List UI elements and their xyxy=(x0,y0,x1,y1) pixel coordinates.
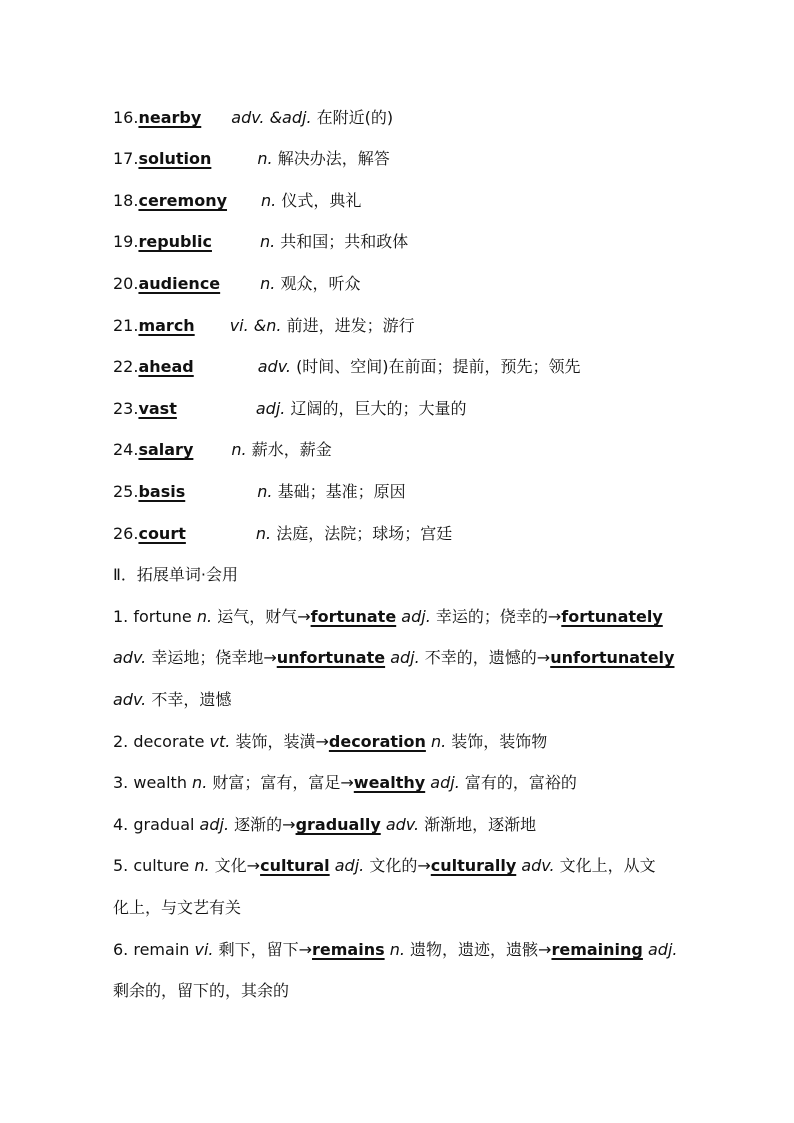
answer-word: unfortunate xyxy=(276,648,386,667)
part-of-speech: adj. xyxy=(390,648,420,667)
item-number: 22. xyxy=(113,357,139,376)
part-of-speech: adv. xyxy=(385,815,420,834)
item-number: 16. xyxy=(113,108,139,127)
item-number: 4. xyxy=(113,815,129,834)
extend-item-cont xyxy=(113,689,231,711)
part-of-speech: adj. xyxy=(255,399,286,418)
item-number: 1. xyxy=(113,607,129,626)
part-of-speech: adj. xyxy=(647,940,678,959)
extend-item-cont xyxy=(113,897,241,919)
part-of-speech: adv. &adj. xyxy=(231,108,312,127)
part-of-speech: n. xyxy=(192,773,208,792)
extend-item xyxy=(113,772,577,794)
answer-word: wealthy xyxy=(353,773,426,792)
vocab-word: audience xyxy=(138,274,221,293)
meaning: 观众，听众 xyxy=(280,274,361,293)
part-of-speech: adv. xyxy=(113,690,147,709)
meaning: 不幸，遗憾 xyxy=(151,690,232,709)
meaning: 不幸的，遗憾的→ xyxy=(424,648,551,667)
vocab-item xyxy=(113,107,393,129)
meaning: 富有的，富裕的 xyxy=(464,773,577,792)
part-of-speech: n. xyxy=(430,732,447,751)
base-word: decorate xyxy=(133,732,205,751)
item-number: 26. xyxy=(113,524,139,543)
part-of-speech: adv. xyxy=(521,856,555,875)
item-number: 23. xyxy=(113,399,139,418)
extend-item xyxy=(113,731,547,753)
answer-word: fortunately xyxy=(561,607,663,626)
meaning: 文化的→ xyxy=(369,856,431,875)
vocab-item xyxy=(113,273,361,295)
meaning: 幸运地；侥幸地→ xyxy=(151,648,277,667)
base-word: culture xyxy=(133,856,190,875)
vocab-item xyxy=(113,315,415,337)
vocab-word: ceremony xyxy=(138,191,228,210)
vocab-word: vast xyxy=(138,399,177,418)
vocab-word: ahead xyxy=(138,357,194,376)
vocab-word: solution xyxy=(138,149,212,168)
meaning: 剩下，留下→ xyxy=(218,940,313,959)
item-number: 19. xyxy=(113,232,139,251)
part-of-speech: n. xyxy=(196,607,213,626)
base-word: remain xyxy=(133,940,190,959)
part-of-speech: n. xyxy=(257,149,273,168)
vocab-item xyxy=(113,481,406,503)
vocab-word: nearby xyxy=(138,108,202,127)
vocab-word: court xyxy=(138,524,186,543)
vocab-item xyxy=(113,231,408,253)
meaning: 前进，进发；游行 xyxy=(286,316,415,335)
meaning: 遗物，遗迹，遗骸→ xyxy=(410,940,552,959)
answer-word: gradually xyxy=(295,815,381,834)
item-number: 24. xyxy=(113,440,139,459)
vocab-item xyxy=(113,148,390,170)
meaning: 渐渐地，逐渐地 xyxy=(424,815,537,834)
answer-word: decoration xyxy=(328,732,426,751)
part-of-speech: n. xyxy=(259,232,276,251)
base-word: fortune xyxy=(133,607,192,626)
meaning: 在附近(的) xyxy=(316,108,394,127)
meaning: 化上，与文艺有关 xyxy=(113,898,242,917)
part-of-speech: n. xyxy=(231,440,247,459)
part-of-speech: vi. xyxy=(194,940,214,959)
part-of-speech: n. xyxy=(261,191,277,210)
extend-item xyxy=(113,855,656,877)
part-of-speech: n. xyxy=(260,274,276,293)
meaning: 运气，财气→ xyxy=(217,607,311,626)
meaning: 薪水，薪金 xyxy=(251,440,332,459)
meaning: 法庭，法院；球场；宫廷 xyxy=(276,524,453,543)
answer-word: cultural xyxy=(260,856,330,875)
extend-item-cont xyxy=(113,980,289,1002)
vocab-item xyxy=(113,439,332,461)
vocab-item xyxy=(113,523,452,545)
meaning: 幸运的；侥幸的→ xyxy=(435,607,562,626)
section-title: Ⅱ．拓展单词·会用 xyxy=(113,565,238,584)
meaning: (时间、空间)在前面；提前，预先；领先 xyxy=(296,357,581,376)
meaning: 共和国；共和政体 xyxy=(280,232,409,251)
base-word: gradual xyxy=(133,815,195,834)
item-number: 18. xyxy=(113,191,139,210)
part-of-speech: adj. xyxy=(430,773,460,792)
part-of-speech: n. xyxy=(255,524,272,543)
meaning: 仪式，典礼 xyxy=(281,191,362,210)
meaning: 剩余的，留下的，其余的 xyxy=(113,981,290,1000)
meaning: 财富；富有，富足→ xyxy=(212,773,354,792)
vocab-item xyxy=(113,356,581,378)
part-of-speech: adv. xyxy=(257,357,291,376)
answer-word: culturally xyxy=(430,856,517,875)
vocab-word: salary xyxy=(138,440,194,459)
part-of-speech: n. xyxy=(389,940,405,959)
item-number: 25. xyxy=(113,482,139,501)
vocab-word: march xyxy=(138,316,195,335)
extend-item xyxy=(113,606,663,628)
item-number: 5. xyxy=(113,856,129,875)
vocab-word: basis xyxy=(138,482,186,501)
extend-item xyxy=(113,814,536,836)
part-of-speech: adv. xyxy=(113,648,147,667)
answer-word: remains xyxy=(312,940,385,959)
part-of-speech: adj. xyxy=(401,607,431,626)
answer-word: unfortunately xyxy=(550,648,675,667)
vocab-item xyxy=(113,398,466,420)
item-number: 21. xyxy=(113,316,139,335)
base-word: wealth xyxy=(133,773,187,792)
answer-word: remaining xyxy=(551,940,643,959)
meaning: 解决办法，解答 xyxy=(277,149,390,168)
meaning: 文化→ xyxy=(214,856,261,875)
part-of-speech: adj. xyxy=(334,856,365,875)
meaning: 基础；基准；原因 xyxy=(277,482,406,501)
extend-item xyxy=(113,939,677,961)
item-number: 20. xyxy=(113,274,139,293)
meaning: 装饰，装潢→ xyxy=(235,732,329,751)
extend-item-cont xyxy=(113,647,674,669)
meaning: 逐渐的→ xyxy=(234,815,296,834)
part-of-speech: adj. xyxy=(199,815,230,834)
part-of-speech: n. xyxy=(257,482,273,501)
part-of-speech: vi. &n. xyxy=(229,316,282,335)
meaning: 辽阔的，巨大的；大量的 xyxy=(290,399,467,418)
item-number: 3. xyxy=(113,773,129,792)
item-number: 6. xyxy=(113,940,129,959)
item-number: 17. xyxy=(113,149,139,168)
part-of-speech: vt. xyxy=(209,732,231,751)
vocab-item xyxy=(113,190,361,212)
meaning: 文化上，从文 xyxy=(559,856,656,875)
item-number: 2. xyxy=(113,732,129,751)
part-of-speech: n. xyxy=(194,856,210,875)
answer-word: fortunate xyxy=(310,607,397,626)
vocab-word: republic xyxy=(138,232,212,251)
meaning: 装饰，装饰物 xyxy=(451,732,548,751)
